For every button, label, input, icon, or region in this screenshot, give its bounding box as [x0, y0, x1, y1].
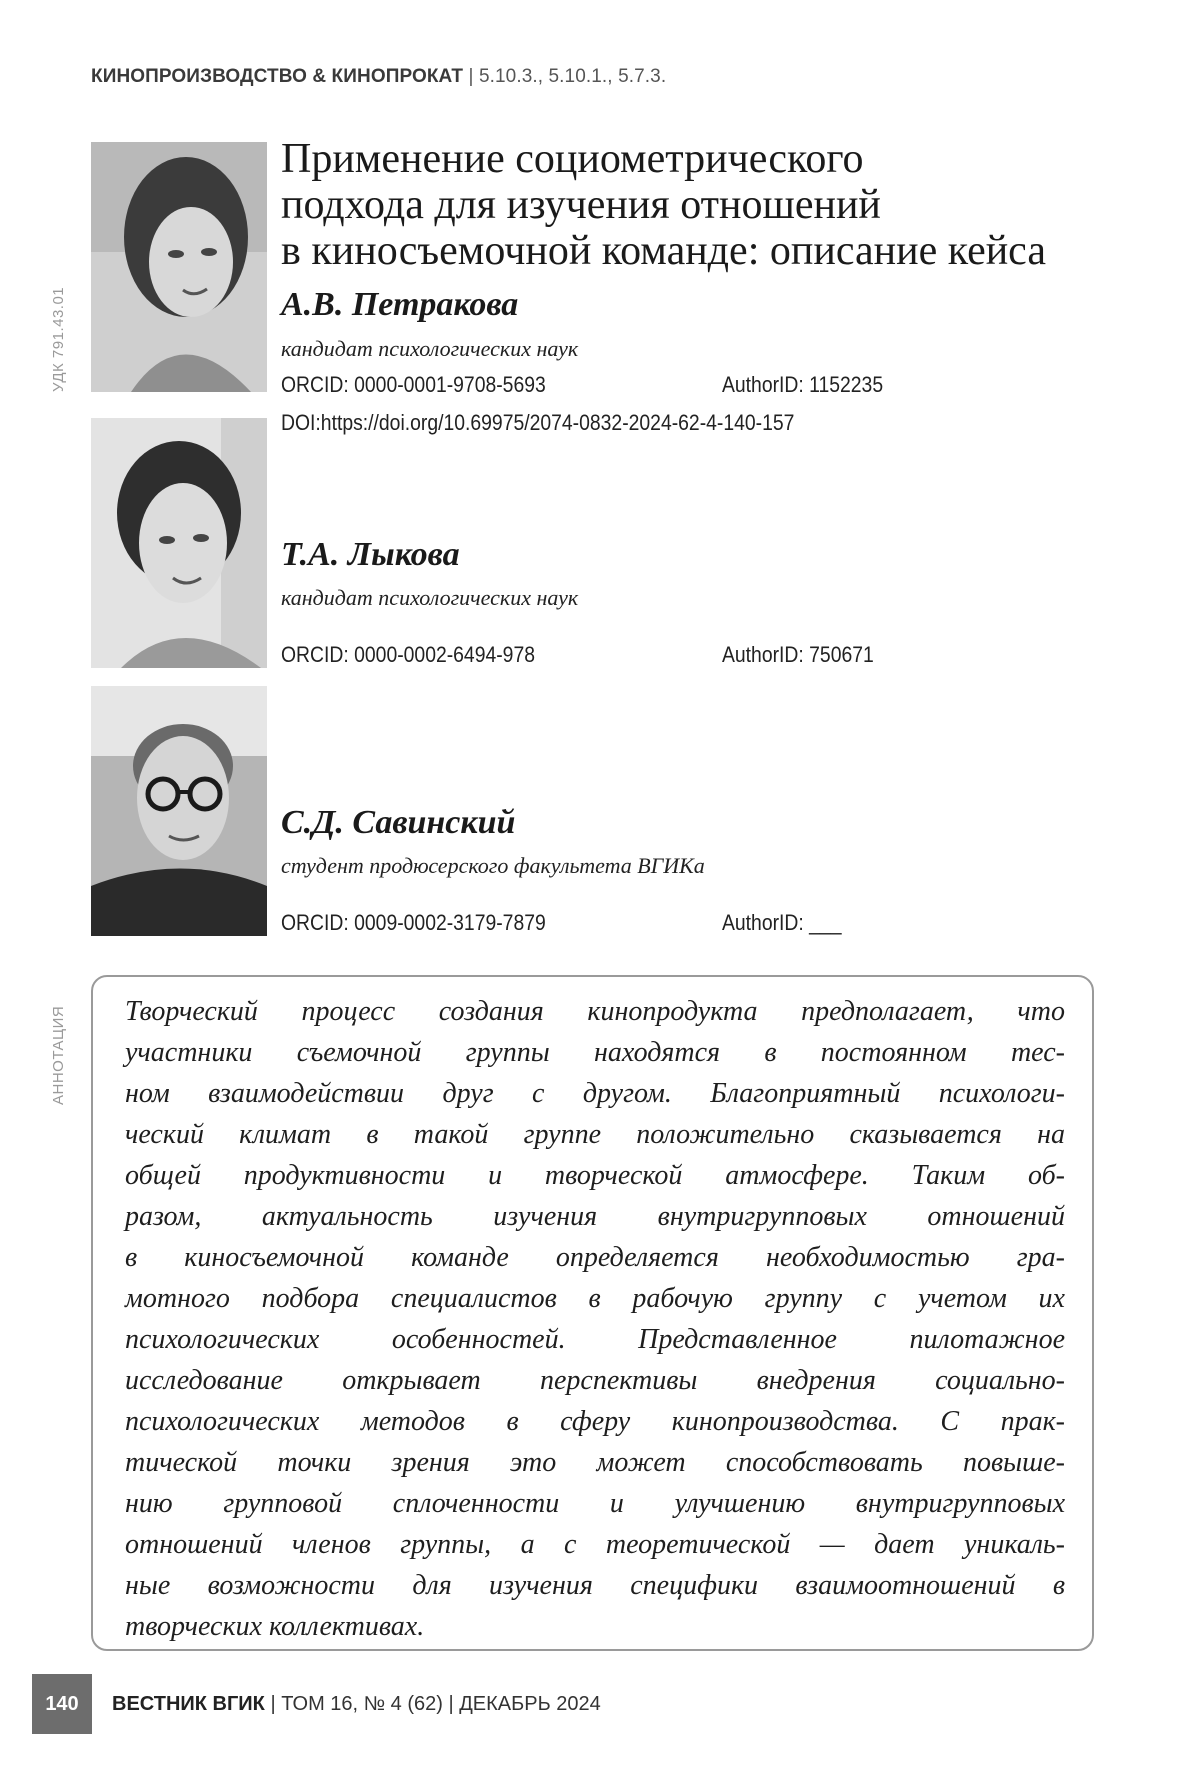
- author-photo-2: [91, 418, 267, 668]
- title-line: Применение социометрического: [281, 136, 864, 182]
- abstract-text: [125, 991, 1065, 1647]
- author-authorid-3: AuthorID: ___: [722, 910, 842, 935]
- section-codes: | 5.10.3., 5.10.1., 5.7.3.: [468, 66, 667, 87]
- abstract-line: в киносъемочной команде определяется необходимостью гра-: [125, 1242, 1065, 1273]
- author-orcid-3: ORCID: 0009-0002-3179-7879: [281, 910, 546, 935]
- abstract-line: психологических особенностей. Представленное пилотажное: [125, 1324, 1065, 1355]
- abstract-line: творческих коллективах.: [125, 1611, 425, 1642]
- abstract-line: разом, актуальность изучения внутригрупповых отношений: [125, 1201, 1065, 1232]
- author-name-1: А.В. Петракова: [281, 286, 519, 323]
- journal-issue: | ТОМ 16, № 4 (62) | ДЕКАБРЬ 2024: [270, 1693, 601, 1715]
- author-name-2: Т.А. Лыкова: [281, 536, 460, 573]
- author-orcid-2: ORCID: 0000-0002-6494-978: [281, 642, 535, 667]
- author-position-3: студент продюсерского факультета ВГИКа: [281, 853, 705, 878]
- abstract-line: нию групповой сплоченности и улучшению внутригрупповых: [125, 1488, 1065, 1519]
- section-header: [91, 66, 666, 88]
- portrait-image: [91, 686, 267, 936]
- author-name-3: С.Д. Савинский: [281, 804, 516, 841]
- doi-link[interactable]: DOI:https://doi.org/10.69975/2074-0832-2024-62-4-140-157: [281, 410, 795, 435]
- author-orcid-1: ORCID: 0000-0001-9708-5693: [281, 372, 546, 397]
- journal-name: ВЕСТНИК ВГИК: [112, 1693, 265, 1715]
- abstract-line: мотного подбора специалистов в рабочую группу с учетом их: [125, 1283, 1065, 1314]
- abstract-line: тической точки зрения это может способствовать повыше-: [125, 1447, 1065, 1478]
- portrait-image: [91, 142, 267, 392]
- author-photo-1: [91, 142, 267, 392]
- abstract-line: участники съемочной группы находятся в постоянном тес-: [125, 1037, 1065, 1068]
- section-title: КИНОПРОИЗВОДСТВО & КИНОПРОКАТ: [91, 66, 464, 87]
- title-line: в киносъемочной команде: описание кейса: [281, 228, 1046, 274]
- abstract-line: общей продуктивности и творческой атмосфере. Таким об-: [125, 1160, 1065, 1191]
- author-position-2: кандидат психологических наук: [281, 585, 579, 610]
- author-authorid-1: AuthorID: 1152235: [722, 372, 884, 397]
- abstract-line: Творческий процесс создания кинопродукта предполагает, что: [125, 996, 1065, 1027]
- portrait-image: [91, 418, 267, 668]
- abstract-box: [91, 975, 1094, 1651]
- abstract-line: отношений членов группы, а с теоретической — дает уникаль-: [125, 1529, 1065, 1560]
- author-authorid-2: AuthorID: 750671: [722, 642, 874, 667]
- abstract-line: ном взаимодействии друг с другом. Благоприятный психологи-: [125, 1078, 1065, 1109]
- annotation-label: АННОТАЦИЯ: [50, 1005, 67, 1105]
- abstract-line: психологических методов в сферу кинопроизводства. С прак-: [125, 1406, 1065, 1437]
- udk-label: УДК 791.43.01: [50, 286, 67, 392]
- author-photo-3: [91, 686, 267, 936]
- article-title: [281, 136, 1131, 274]
- abstract-line: исследование открывает перспективы внедрения социально-: [125, 1365, 1065, 1396]
- journal-footer: [112, 1693, 601, 1716]
- abstract-line: ческий климат в такой группе положительно сказывается на: [125, 1119, 1065, 1150]
- page-number: 140: [32, 1674, 92, 1734]
- author-position-1: кандидат психологических наук: [281, 336, 579, 361]
- title-line: подхода для изучения отношений: [281, 182, 881, 228]
- abstract-line: ные возможности для изучения специфики взаимоотношений в: [125, 1570, 1065, 1601]
